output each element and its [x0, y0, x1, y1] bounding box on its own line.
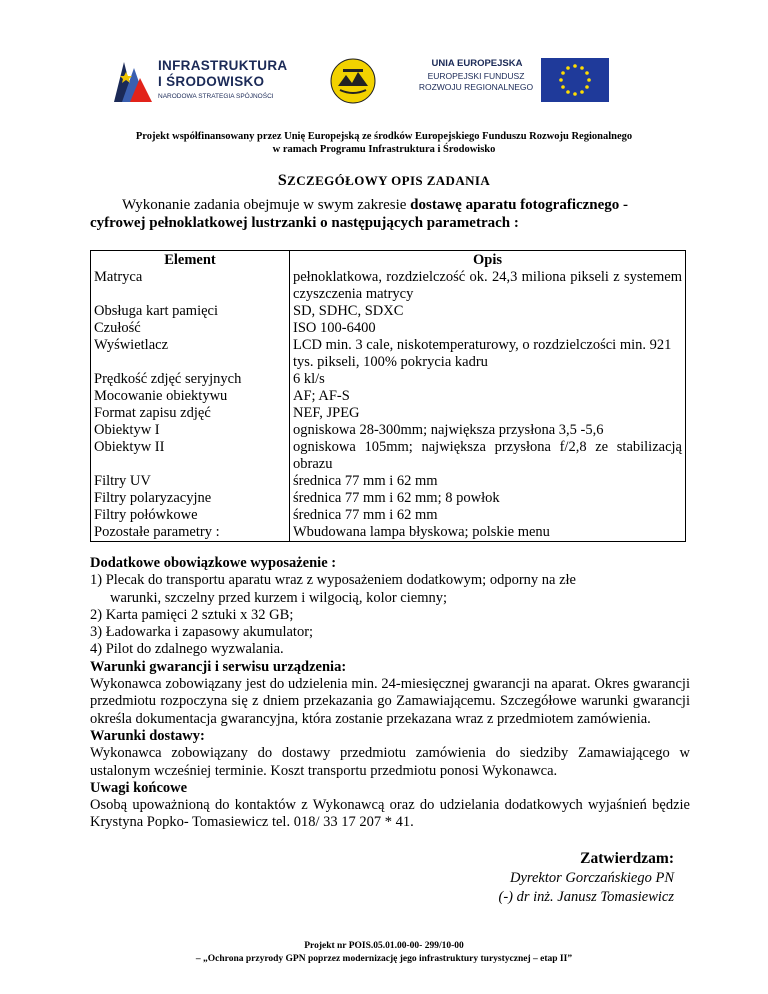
page-title — [0, 172, 768, 190]
equipment-item-1-cont: warunki, szczelny przed kurzem i wilgocią, kolor ciemny; — [110, 589, 448, 606]
table-row — [91, 507, 686, 524]
warranty-heading: Warunki gwarancji i serwisu urządzenia: — [90, 658, 347, 675]
signature-approve: Zatwierdzam: — [580, 850, 674, 867]
cofinancing-line2: w ramach Programu Infrastruktura i Środowisko — [272, 144, 496, 155]
eu-line2: EUROPEJSKI FUNDUSZ — [427, 71, 525, 81]
logo-header — [0, 52, 768, 112]
table-cell-opis: średnica 77 mm i 62 mm; 8 powłok — [290, 490, 686, 507]
table-cell-opis: LCD min. 3 cale, niskotemperaturowy, o rozdzielczości min. 921 tys. pikseli, 100% pokrycia kadru — [290, 337, 686, 371]
footer-line2: – „Ochrona przyrody GPN poprzez modernizację jego infrastruktury turystycznej – etap II” — [195, 954, 573, 964]
gpn-logo — [330, 58, 376, 109]
eu-logo — [412, 58, 622, 102]
intro-bold-2: cyfrowej pełnoklatkowej lustrzanki o następujących parametrach : — [90, 215, 519, 231]
table-cell-opis: pełnoklatkowa, rozdzielczość ok. 24,3 miliona pikseli z systemem czyszczenia matrycy — [290, 269, 686, 303]
eu-flag-icon — [541, 58, 609, 102]
table-cell-opis: 6 kl/s — [290, 371, 686, 388]
title-rest: ZCZEGÓŁOWY OPIS ZADANIA — [287, 173, 491, 188]
infrastruktura-line3: NARODOWA STRATEGIA SPÓJNOŚCI — [158, 93, 274, 100]
eu-line3: ROZWOJU REGIONALNEGO — [418, 82, 534, 92]
table-row — [91, 439, 686, 473]
footer-line1: Projekt nr POIS.05.01.00-00- 299/10-00 — [304, 941, 464, 951]
infrastruktura-line2: I ŚRODOWISKO — [158, 74, 265, 89]
eu-line1: UNIA EUROPEJSKA — [431, 58, 523, 69]
table-cell-element: Czułość — [91, 320, 290, 337]
table-header-element: Element — [91, 251, 290, 270]
table-cell-element: Obsługa kart pamięci — [91, 303, 290, 320]
table-cell-opis: SD, SDHC, SDXC — [290, 303, 686, 320]
table-header-row — [91, 251, 686, 270]
infrastruktura-logo — [112, 56, 287, 108]
equipment-item-2: 2) Karta pamięci 2 sztuki x 32 GB; — [90, 606, 294, 623]
table-row — [91, 524, 686, 542]
body-section — [90, 555, 690, 832]
table-cell-element: Obiektyw II — [91, 439, 290, 473]
table-header-opis: Opis — [290, 251, 686, 270]
table-cell-element: Prędkość zdjęć seryjnych — [91, 371, 290, 388]
table-cell-element: Pozostałe parametry : — [91, 524, 290, 542]
final-heading: Uwagi końcowe — [90, 779, 188, 796]
table-cell-opis: AF; AF-S — [290, 388, 686, 405]
table-cell-opis: średnica 77 mm i 62 mm — [290, 473, 686, 490]
title-first-letter: S — [277, 172, 288, 189]
table-cell-element: Matryca — [91, 269, 290, 303]
equipment-item-1: 1) Plecak do transportu aparatu wraz z wyposażeniem dodatkowym; odporny na złe — [90, 572, 576, 589]
infrastruktura-line1: INFRASTRUKTURA — [158, 58, 288, 73]
spec-table — [90, 250, 686, 542]
signature-role: Dyrektor Gorczańskiego PN — [509, 870, 674, 886]
table-cell-element: Filtry UV — [91, 473, 290, 490]
footer — [0, 940, 768, 966]
table-row — [91, 490, 686, 507]
equipment-item-3: 3) Ładowarka i zapasowy akumulator; — [90, 624, 314, 641]
table-cell-element: Wyświetlacz — [91, 337, 290, 371]
signature-name: (-) dr inż. Janusz Tomasiewicz — [498, 889, 674, 905]
warranty-text: Wykonawca zobowiązany jest do udzielenia min. 24-miesięcznej gwarancji na aparat. Okres gwarancji przedmiotu rozpoczyna się z dniem przekazania go Zamawiającemu. Szczegółowe warunki gwarancji określa dokumentacja gwarancyjna, która zostanie przekazana wraz z przedmiotem zamówienia. — [90, 676, 690, 727]
equipment-item-4: 4) Pilot do zdalnego wyzwalania. — [90, 641, 284, 658]
table-row — [91, 405, 686, 422]
table-row — [91, 320, 686, 337]
table-cell-element: Format zapisu zdjęć — [91, 405, 290, 422]
table-cell-opis: ISO 100-6400 — [290, 320, 686, 337]
table-row — [91, 303, 686, 320]
table-cell-opis: średnica 77 mm i 62 mm — [290, 507, 686, 524]
table-cell-opis: NEF, JPEG — [290, 405, 686, 422]
table-cell-opis: Wbudowana lampa błyskowa; polskie menu — [290, 524, 686, 542]
table-cell-opis: ogniskowa 28-300mm; największa przysłona 3,5 -5,6 — [290, 422, 686, 439]
equipment-heading: Dodatkowe obowiązkowe wyposażenie : — [90, 555, 337, 571]
table-row — [91, 337, 686, 371]
intro-normal: Wykonanie zadania obejmuje w swym zakresie — [122, 197, 411, 213]
table-row — [91, 371, 686, 388]
gpn-emblem-icon — [330, 58, 376, 104]
table-cell-element: Mocowanie obiektywu — [91, 388, 290, 405]
table-row — [91, 422, 686, 439]
table-cell-element: Filtry polaryzacyjne — [91, 490, 290, 507]
infrastruktura-emblem-icon — [112, 58, 156, 104]
signature-block — [499, 849, 675, 907]
intro-bold-1: dostawę aparatu fotograficznego - — [410, 197, 629, 213]
cofinancing-note — [0, 130, 768, 156]
table-cell-element: Obiektyw I — [91, 422, 290, 439]
delivery-heading: Warunki dostawy: — [90, 727, 205, 744]
table-row — [91, 388, 686, 405]
table-row — [91, 473, 686, 490]
table-cell-opis: ogniskowa 105mm; największa przysłona f/2,8 ze stabilizacją obrazu — [290, 439, 686, 473]
table-cell-element: Filtry połówkowe — [91, 507, 290, 524]
delivery-text: Wykonawca zobowiązany do dostawy przedmiotu zamówienia do siedziby Zamawiającego w ustalonym wcześniej terminie. Koszt transportu przedmiotu ponosi Wykonawca. — [90, 745, 690, 779]
table-row — [91, 269, 686, 303]
intro-paragraph — [90, 196, 690, 232]
cofinancing-line1: Projekt współfinansowany przez Unię Europejską ze środków Europejskiego Funduszu Rozwoju Regionalnego — [135, 131, 633, 142]
final-text: Osobą upoważnioną do kontaktów z Wykonawcą oraz do udzielania dodatkowych wyjaśnień będzie Krystyna Popko- Tomasiewicz tel. 018/ 33 17 207 * 41. — [90, 797, 690, 831]
